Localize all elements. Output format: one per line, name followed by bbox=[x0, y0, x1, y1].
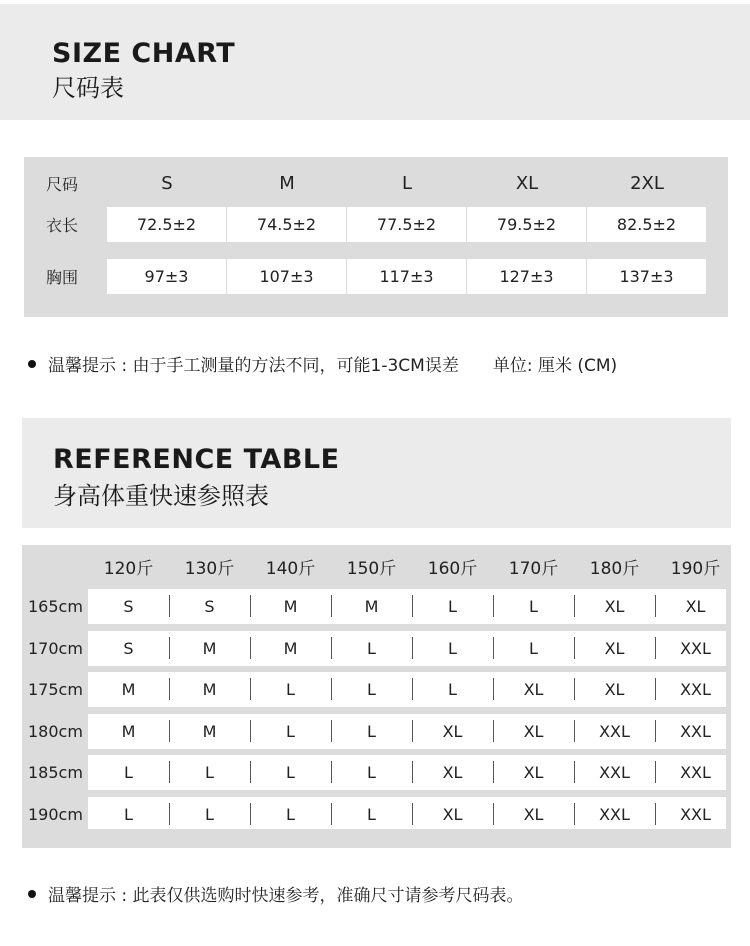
size-recommendation: S bbox=[123, 638, 134, 658]
size-recommendation: XXL bbox=[680, 805, 711, 824]
size-column-header: 2XL bbox=[630, 172, 664, 194]
size-recommendation: L bbox=[367, 638, 376, 658]
size-recommendation: XXL bbox=[680, 638, 711, 658]
size-chart-note bbox=[28, 351, 617, 376]
column-divider bbox=[412, 678, 413, 700]
column-divider bbox=[169, 637, 170, 659]
size-recommendation: L bbox=[286, 721, 295, 741]
weight-column-header: 180斤 bbox=[589, 558, 640, 579]
size-recommendation: M bbox=[121, 721, 136, 741]
weight-column-header: 160斤 bbox=[427, 558, 478, 579]
size-chart-header bbox=[0, 4, 750, 120]
measurement-value: 137±3 bbox=[587, 259, 706, 294]
size-recommendation: XL bbox=[604, 638, 625, 658]
size-recommendation: XL bbox=[523, 721, 544, 741]
measurement-value: 72.5±2 bbox=[107, 207, 226, 242]
column-divider bbox=[574, 761, 575, 783]
height-row-label: 165cm bbox=[28, 597, 83, 616]
size-recommendation: M bbox=[202, 638, 217, 658]
size-recommendation: XL bbox=[523, 763, 544, 783]
height-row-label: 175cm bbox=[28, 680, 83, 700]
column-divider bbox=[412, 803, 413, 825]
column-divider bbox=[412, 720, 413, 742]
row-gap bbox=[88, 749, 726, 756]
size-chart-title-cn: 尺码表 bbox=[52, 74, 124, 102]
size-header-label: 尺码 bbox=[46, 174, 79, 194]
bullet-icon bbox=[28, 360, 36, 368]
size-recommendation: L bbox=[367, 805, 376, 824]
column-divider bbox=[412, 761, 413, 783]
size-recommendation: XL bbox=[685, 597, 706, 616]
size-recommendation: XL bbox=[442, 805, 463, 824]
size-recommendation: M bbox=[283, 638, 298, 658]
measurement-value: 82.5±2 bbox=[587, 207, 706, 242]
column-divider bbox=[331, 761, 332, 783]
size-recommendation: M bbox=[202, 680, 217, 700]
weight-column-header: 190斤 bbox=[670, 558, 721, 579]
size-recommendation: M bbox=[121, 680, 136, 700]
column-divider bbox=[250, 720, 251, 742]
column-divider bbox=[169, 761, 170, 783]
size-recommendation: M bbox=[283, 597, 298, 616]
reference-table bbox=[22, 545, 731, 848]
column-divider bbox=[493, 678, 494, 700]
size-column-header: L bbox=[401, 172, 413, 194]
size-chart-unit: 单位: 厘米 (CM) bbox=[492, 356, 618, 376]
row-gap bbox=[88, 707, 726, 714]
column-divider bbox=[655, 637, 656, 659]
size-column-header: S bbox=[161, 172, 173, 194]
column-divider bbox=[574, 637, 575, 659]
row-gap bbox=[88, 666, 726, 673]
column-divider bbox=[493, 761, 494, 783]
size-recommendation: XXL bbox=[680, 763, 711, 783]
column-divider bbox=[250, 761, 251, 783]
column-divider bbox=[331, 637, 332, 659]
reference-table-note bbox=[28, 881, 524, 906]
column-divider bbox=[169, 803, 170, 825]
measurement-value: 97±3 bbox=[107, 259, 226, 294]
size-recommendation: L bbox=[529, 597, 538, 616]
column-divider bbox=[412, 637, 413, 659]
measurement-value: 117±3 bbox=[347, 259, 466, 294]
column-divider bbox=[574, 595, 575, 617]
column-divider bbox=[655, 720, 656, 742]
column-divider bbox=[655, 761, 656, 783]
column-divider bbox=[169, 678, 170, 700]
column-divider bbox=[331, 803, 332, 825]
size-recommendation: XL bbox=[442, 721, 463, 741]
size-recommendation: L bbox=[124, 805, 133, 824]
weight-column-header: 130斤 bbox=[184, 558, 235, 579]
column-divider bbox=[493, 720, 494, 742]
measurement-label: 衣长 bbox=[46, 216, 79, 235]
size-recommendation: L bbox=[448, 680, 457, 700]
measurement-label: 胸围 bbox=[46, 268, 79, 287]
size-chart-title-en: SIZE CHART bbox=[52, 38, 236, 69]
size-recommendation: S bbox=[204, 597, 215, 616]
column-divider bbox=[250, 678, 251, 700]
size-recommendation: XL bbox=[604, 680, 625, 700]
size-recommendation: XL bbox=[523, 805, 544, 824]
size-recommendation: L bbox=[529, 638, 538, 658]
column-divider bbox=[655, 595, 656, 617]
weight-column-header: 170斤 bbox=[508, 558, 559, 579]
bullet-icon bbox=[28, 890, 36, 898]
size-recommendation: XXL bbox=[599, 721, 630, 741]
measurement-value: 79.5±2 bbox=[467, 207, 586, 242]
size-recommendation: L bbox=[205, 805, 214, 824]
size-column-header: M bbox=[279, 172, 295, 194]
column-divider bbox=[250, 637, 251, 659]
size-recommendation: XL bbox=[442, 763, 463, 783]
size-recommendation: XL bbox=[523, 680, 544, 700]
size-recommendation: XXL bbox=[599, 763, 630, 783]
column-divider bbox=[250, 803, 251, 825]
size-recommendation: L bbox=[367, 721, 376, 741]
reference-table-header bbox=[22, 418, 731, 528]
size-column-header: XL bbox=[515, 172, 539, 194]
column-divider bbox=[169, 595, 170, 617]
size-recommendation: S bbox=[123, 597, 134, 616]
reference-table-note-text: 温馨提示 : 此表仅供选购时快速参考，准确尺寸请参考尺码表。 bbox=[48, 886, 524, 906]
column-divider bbox=[169, 720, 170, 742]
size-chart-table bbox=[24, 157, 728, 317]
column-divider bbox=[574, 678, 575, 700]
column-divider bbox=[493, 803, 494, 825]
size-recommendation: L bbox=[286, 763, 295, 783]
column-divider bbox=[331, 720, 332, 742]
size-recommendation: M bbox=[202, 721, 217, 741]
size-recommendation: XXL bbox=[680, 721, 711, 741]
size-recommendation: L bbox=[448, 597, 457, 616]
reference-table-title-en: REFERENCE TABLE bbox=[53, 444, 340, 475]
size-recommendation: XXL bbox=[680, 680, 711, 700]
size-recommendation: L bbox=[448, 638, 457, 658]
column-divider bbox=[574, 803, 575, 825]
weight-column-header: 150斤 bbox=[346, 558, 397, 579]
row-gap bbox=[88, 624, 726, 631]
weight-column-header: 140斤 bbox=[265, 558, 316, 579]
column-divider bbox=[655, 803, 656, 825]
measurement-value: 74.5±2 bbox=[227, 207, 346, 242]
weight-column-header: 120斤 bbox=[103, 558, 154, 579]
size-recommendation: M bbox=[364, 597, 379, 616]
column-divider bbox=[412, 595, 413, 617]
reference-table-title-cn: 身高体重快速参照表 bbox=[53, 482, 269, 510]
height-row-label: 170cm bbox=[28, 638, 83, 658]
size-recommendation: L bbox=[286, 805, 295, 824]
column-divider bbox=[331, 595, 332, 617]
height-row-label: 190cm bbox=[28, 805, 83, 824]
size-recommendation: XXL bbox=[599, 805, 630, 824]
column-divider bbox=[493, 595, 494, 617]
measurement-value: 127±3 bbox=[467, 259, 586, 294]
column-divider bbox=[331, 678, 332, 700]
size-recommendation: L bbox=[286, 680, 295, 700]
size-recommendation: XL bbox=[604, 597, 625, 616]
size-recommendation: L bbox=[205, 763, 214, 783]
height-row-label: 180cm bbox=[28, 721, 83, 741]
row-gap bbox=[88, 790, 726, 797]
size-chart-note-text: 温馨提示 : 由于手工测量的方法不同，可能1-3CM误差 bbox=[48, 356, 459, 376]
height-row-label: 185cm bbox=[28, 763, 83, 783]
column-divider bbox=[655, 678, 656, 700]
size-recommendation: L bbox=[367, 680, 376, 700]
column-divider bbox=[250, 595, 251, 617]
size-recommendation: L bbox=[367, 763, 376, 783]
column-divider bbox=[574, 720, 575, 742]
measurement-value: 77.5±2 bbox=[347, 207, 466, 242]
size-recommendation: L bbox=[124, 763, 133, 783]
measurement-value: 107±3 bbox=[227, 259, 346, 294]
column-divider bbox=[493, 637, 494, 659]
